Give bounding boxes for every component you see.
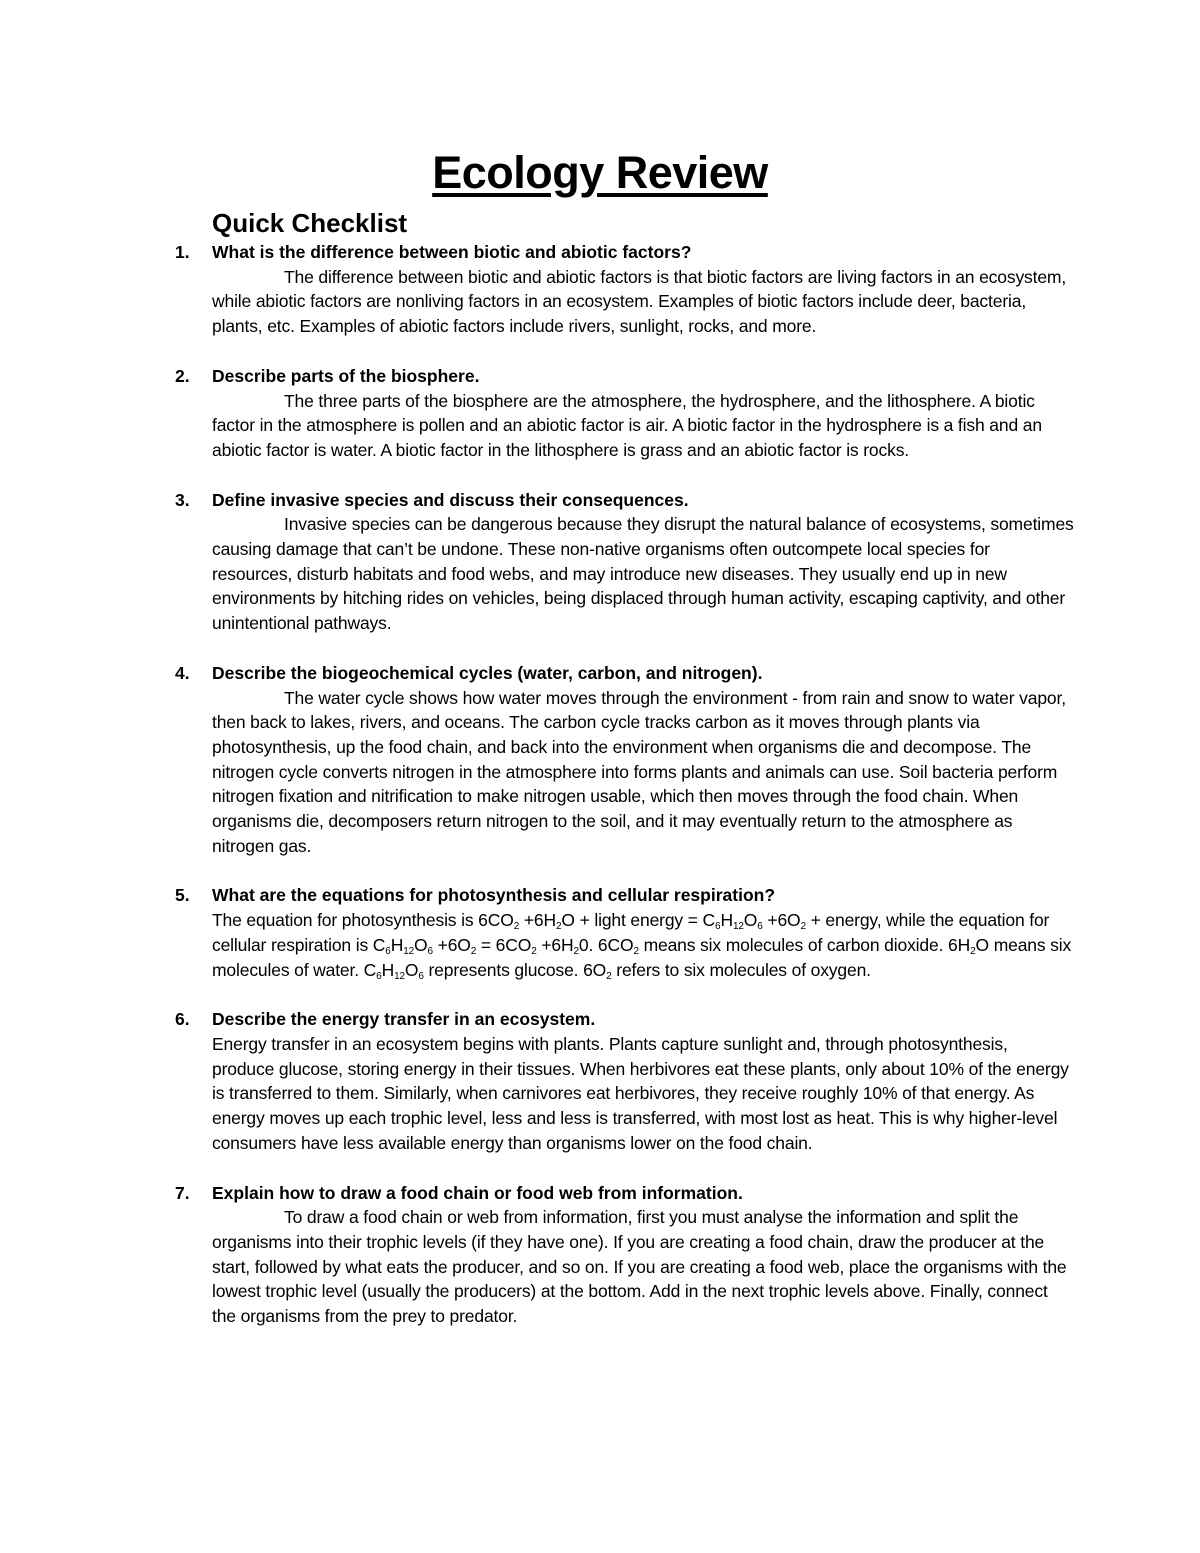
item-number: 6. <box>175 1009 190 1030</box>
item-number: 5. <box>175 885 190 906</box>
checklist-item-3 <box>0 488 1200 636</box>
item-question: Define invasive species and discuss their consequences. <box>212 489 689 510</box>
item-number: 4. <box>175 662 190 683</box>
item-answer: The water cycle shows how water moves through the environment - from rain and snow to water vapor, then back to lakes, rivers, and oceans. The carbon cycle tracks carbon as it moves through plants via photosynthesis, up the food chain, and back into the environment when organisms die and decompose. The nitrogen cycle converts nitrogen in the atmosphere into forms plants and animals can use. Soil bacteria perform nitrogen fixation and nitrification to make nitrogen usable, which then moves through the food chain. When organisms die, decomposers return nitrogen to the soil, and it may eventually return to the atmosphere as nitrogen gas. <box>212 687 1066 856</box>
checklist-item-7 <box>0 1181 1200 1329</box>
item-question: Explain how to draw a food chain or food web from information. <box>212 1182 743 1203</box>
subscript: 2 <box>470 945 477 957</box>
subscript: 2 <box>555 921 562 933</box>
subscript: 12 <box>732 921 744 933</box>
item-number: 3. <box>175 489 190 510</box>
subscript: 2 <box>513 921 520 933</box>
subscript: 2 <box>970 945 976 957</box>
subscript: 6 <box>418 970 424 982</box>
subscript: 2 <box>633 945 639 957</box>
item-question: What are the equations for photosynthesis and cellular respiration? <box>212 885 776 906</box>
subscript: 6 <box>715 921 721 933</box>
checklist-item-4 <box>0 661 1200 859</box>
subscript: 6 <box>385 945 391 957</box>
item-answer: The difference between biotic and abiotic factors is that biotic factors are living factors in an ecosystem, while abiotic factors are nonliving factors in an ecosystem. Examples of biotic factors include deer, bacteria, plants, etc. Examples of abiotic factors include rivers, sunlight, rocks, and more. <box>212 266 1067 337</box>
subscript: 2 <box>573 945 579 957</box>
checklist-item-6 <box>0 1007 1200 1155</box>
subscript: 2 <box>800 921 806 933</box>
checklist-item-1 <box>0 240 1200 339</box>
document-title: Ecology Review <box>432 147 768 198</box>
item-answer-equations: The equation for photosynthesis is $6CO_2 +6H_2O$ + light energy = $C_6H_{12}O_6 +6O_2$ + energy, while the equation for cellular respiration is $C_6H_{12}O_6 +6O_2 = 6CO_2 +6H_20$. $6CO_2$ means six molecules of carbon dioxide. $6H_2O$ means six molecules of water. $C_6H_{12}O_6$ represents glucose. $6O_2$ refers to six molecules of oxygen. <box>212 910 1072 982</box>
subscript: 12 <box>403 945 415 957</box>
item-question: Describe the biogeochemical cycles (water, carbon, and nitrogen). <box>212 662 763 683</box>
subscript: 12 <box>394 970 405 982</box>
item-answer: Invasive species can be dangerous because they disrupt the natural balance of ecosystems, sometimes causing damage that can’t be undone. These non-native organisms often outcompete local species for resources, disturb habitats and food webs, and may introduce new diseases. They usually end up in new environments by hitching rides on vehicles, being displaced through human activity, escaping captivity, and other unintentional pathways. <box>212 514 1074 634</box>
checklist-items <box>0 240 1200 1354</box>
item-answer: Energy transfer in an ecosystem begins with plants. Plants capture sunlight and, through photosynthesis, produce glucose, storing energy in their tissues. When herbivores eat these plants, only about 10% of the energy is transferred to them. Similarly, when carnivores eat herbivores, they receive roughly 10% of that energy. As energy moves up each trophic level, less and less is transferred, with most lost as heat. This is why higher-level consumers have less available energy than organisms lower on the food chain. <box>212 1033 1069 1153</box>
subscript: 6 <box>376 970 382 982</box>
checklist-heading: Quick Checklist <box>212 208 408 238</box>
item-question: Describe parts of the biosphere. <box>212 365 480 386</box>
checklist-item-2 <box>0 364 1200 463</box>
subscript: 2 <box>606 970 612 982</box>
checklist-item-5 <box>0 883 1200 982</box>
item-question: Describe the energy transfer in an ecosystem. <box>212 1009 596 1030</box>
item-question: What is the difference between biotic and abiotic factors? <box>212 242 692 262</box>
subscript: 2 <box>531 945 537 957</box>
item-number: 2. <box>175 365 190 386</box>
item-answer: To draw a food chain or web from information, first you must analyse the information and split the organisms into their trophic levels (if they have one). If you are creating a food chain, draw the producer at the start, followed by what eats the producer, and so on. If you are creating a food web, place the organisms with the lowest trophic level (usually the producers) at the bottom. Add in the next trophic levels above. Finally, connect the organisms from the prey to predator. <box>212 1207 1067 1327</box>
item-number: 1. <box>175 242 190 262</box>
item-number: 7. <box>175 1182 190 1203</box>
item-answer: The three parts of the biosphere are the atmosphere, the hydrosphere, and the lithosphere. A biotic factor in the atmosphere is pollen and an abiotic factor is air. A biotic factor in the hydrosphere is a fish and an abiotic factor is water. A biotic factor in the lithosphere is grass and an abiotic factor is rocks. <box>212 390 1042 460</box>
subscript: 6 <box>427 945 433 957</box>
subscript: 6 <box>757 921 763 933</box>
